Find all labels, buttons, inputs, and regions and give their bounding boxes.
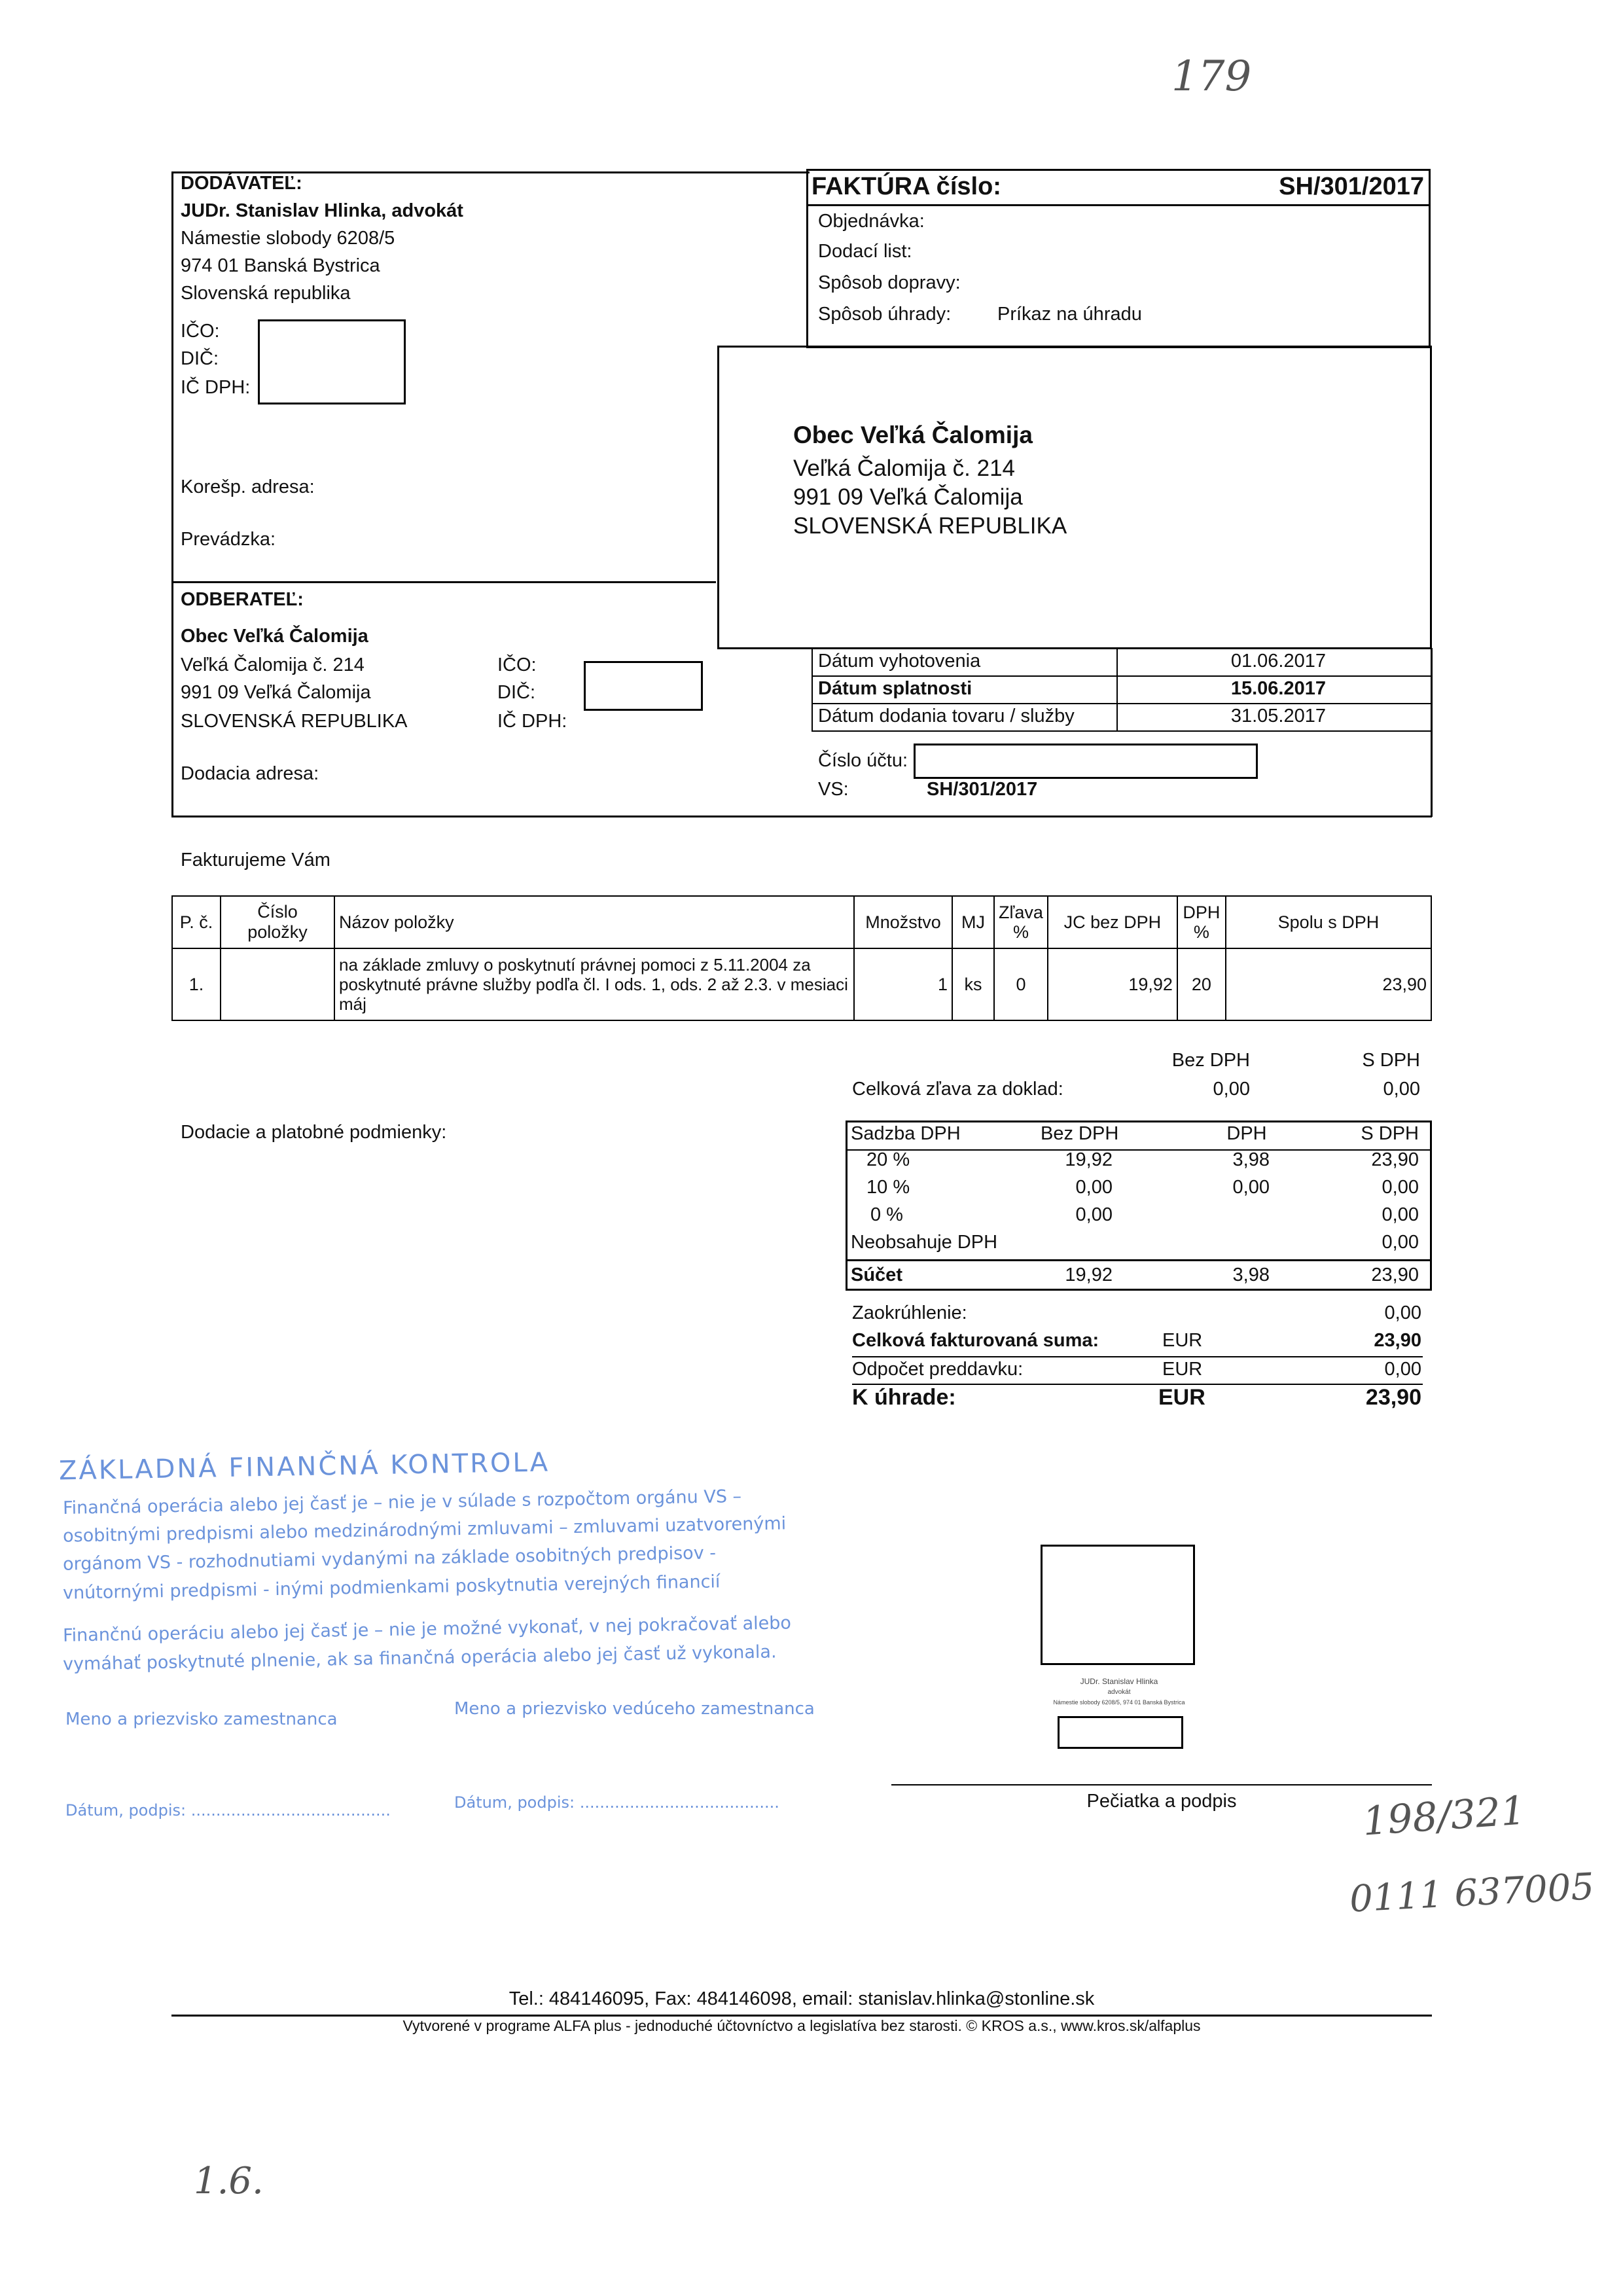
signature-redaction-box (1041, 1545, 1195, 1665)
supplier-dic-label: DIČ: (181, 348, 219, 369)
signature-line (891, 1784, 1432, 1785)
dates-mid-line (1116, 648, 1118, 732)
payment-label: Spôsob úhrady: (818, 304, 952, 325)
delivery-address-label: Dodacia adresa: (181, 763, 319, 784)
invoiced-value: 23,90 (1374, 1330, 1421, 1351)
company-stamp-sub: advokát (1107, 1689, 1131, 1696)
invoice-header-divider (806, 204, 1431, 206)
header-total: Spolu s DPH (1226, 896, 1431, 948)
recipient-name: Obec Veľká Čalomija (793, 422, 1033, 448)
total-discount-with: 0,00 (1383, 1079, 1420, 1100)
supplier-label: DODÁVATEĽ: (181, 173, 302, 194)
row-vat: 20 (1177, 948, 1226, 1020)
delivery-note-label: Dodací list: (818, 241, 912, 262)
control-stamp-name-1: Meno a priezvisko zamestnanca (65, 1710, 338, 1729)
customer-line-3: SLOVENSKÁ REPUBLIKA (181, 711, 408, 732)
vat-h-rate: Sadzba DPH (851, 1123, 961, 1144)
customer-left-line (171, 581, 173, 817)
customer-right-line (1431, 648, 1433, 817)
to-pay-currency: EUR (1158, 1385, 1205, 1410)
row-name (334, 948, 854, 1020)
supplier-country: Slovenská republika (181, 283, 351, 304)
vs-value: SH/301/2017 (927, 779, 1038, 800)
vat-sum-without: 19,92 (1065, 1265, 1113, 1285)
customer-ids-redaction-box (584, 661, 703, 711)
control-stamp-line-4: vnútornými predpismi - inými podmienkami poskytnutia verejných financií (62, 1571, 721, 1604)
dates-row-line-3 (812, 730, 1431, 732)
invoiced-line (852, 1356, 1423, 1357)
footer-line (171, 2015, 1432, 2017)
items-header-row (172, 896, 1431, 948)
invoiced-label: Celková fakturovaná suma: (852, 1330, 1099, 1351)
supplier-address-2: 974 01 Banská Bystrica (181, 255, 380, 276)
date-issued-label: Dátum vyhotovenia (818, 651, 981, 672)
recipient-line-1: Veľká Čalomija č. 214 (793, 456, 1015, 481)
row-name-line-3: máj (339, 994, 366, 1014)
supplier-ico-label: IČO: (181, 321, 220, 342)
vat-r4-with: 0,00 (1382, 1232, 1419, 1253)
handwritten-number-top: 179 (1171, 52, 1252, 101)
handwritten-reference-2: 0111 637005 (1348, 1865, 1596, 1921)
header-item-no: Číslo položky (221, 896, 334, 948)
control-stamp-line-2: osobitnými predpismi alebo medzinárodnými zmluvami – zmluvami uzatvorenými (62, 1513, 787, 1547)
header-qty: Množstvo (854, 896, 952, 948)
supplier-address-1: Námestie slobody 6208/5 (181, 228, 395, 249)
signature-label: Pečiatka a podpis (1086, 1791, 1237, 1812)
header-vat (1177, 896, 1226, 948)
date-due-label: Dátum splatnosti (818, 678, 972, 699)
handwritten-reference-1: 198/321 (1361, 1787, 1527, 1845)
vat-r2-without: 0,00 (1075, 1177, 1113, 1198)
row-total: 23,90 (1226, 948, 1431, 1020)
row-name-line-2: poskytnuté právne služby podľa čl. I ods. 1, ods. 2 až 2.3. v mesiaci (339, 975, 848, 994)
vat-h-without: Bez DPH (1041, 1123, 1119, 1144)
control-stamp-date-1: Dátum, podpis: ........................................ (65, 1801, 391, 1820)
vat-r1-rate: 20 % (866, 1149, 910, 1170)
vat-r2-vat: 0,00 (1232, 1177, 1270, 1198)
header-discount-line-1: Zľava (999, 903, 1043, 922)
terms-label: Dodacie a platobné podmienky: (181, 1122, 447, 1143)
summary-col-with: S DPH (1362, 1050, 1420, 1071)
vat-r1-with: 23,90 (1371, 1149, 1419, 1170)
vat-r1-vat: 3,98 (1232, 1149, 1270, 1170)
to-pay-label: K úhrade: (852, 1385, 956, 1410)
control-stamp-line-3: orgánom VS - rozhodnutiami vydanými na základe osobitných predpisov - (62, 1543, 717, 1575)
date-issued-value: 01.06.2017 (1230, 651, 1326, 672)
row-pc: 1. (172, 948, 221, 1020)
header-vat-line-1: DPH (1183, 903, 1221, 922)
vat-r3-with: 0,00 (1382, 1204, 1419, 1225)
control-stamp-name-2: Meno a priezvisko vedúceho zamestnanca (454, 1699, 815, 1719)
table-row (172, 948, 1431, 1020)
control-stamp-line-1: Finančná operácia alebo jej časť je – nie je v súlade s rozpočtom orgánu VS – (62, 1486, 742, 1519)
footer-contact: Tel.: 484146095, Fax: 484146098, email: stanislav.hlinka@stonline.sk (508, 1988, 1095, 2009)
row-unit-price: 19,92 (1048, 948, 1177, 1020)
handwritten-note-bottom: 1.6. (194, 2160, 264, 2202)
customer-bottom-line (171, 816, 1432, 817)
invoice-title: FAKTÚRA číslo: (812, 173, 1001, 200)
vat-r3-rate: 0 % (870, 1204, 903, 1225)
recipient-line-2: 991 09 Veľká Čalomija (793, 484, 1023, 510)
total-discount-label: Celková zľava za doklad: (852, 1079, 1063, 1100)
supplier-ids-redaction-box (258, 319, 406, 404)
control-stamp-date-2: Dátum, podpis: ........................................ (454, 1793, 779, 1812)
vat-sum-label: Súčet (851, 1265, 902, 1285)
date-due-value: 15.06.2017 (1230, 678, 1326, 699)
row-name-line-1: na základe zmluvy o poskytnutí právnej pomoci z 5.11.2004 za (339, 955, 811, 975)
advance-currency: EUR (1162, 1359, 1203, 1380)
supplier-operation-label: Prevádzka: (181, 529, 276, 550)
control-stamp-title: ZÁKLADNÁ FINANČNÁ KONTROLA (58, 1447, 550, 1486)
date-supply-label: Dátum dodania tovaru / služby (818, 706, 1075, 726)
vat-r3-without: 0,00 (1075, 1204, 1113, 1225)
advance-value: 0,00 (1384, 1359, 1421, 1380)
company-stamp-address: Námestie slobody 6208/5, 974 01 Banská Bystrica (1053, 1699, 1185, 1706)
vat-sum-vat: 3,98 (1232, 1265, 1270, 1285)
payment-value: Príkaz na úhradu (997, 304, 1142, 325)
customer-line-2: 991 09 Veľká Čalomija (181, 682, 371, 703)
vat-sum-line (846, 1259, 1432, 1261)
customer-icdph-label: IČ DPH: (497, 711, 567, 732)
control-stamp-line-6: vymáhať poskytnuté plnenie, ak sa finančná operácia alebo jej časť už vykonala. (62, 1641, 777, 1675)
vs-label: VS: (818, 779, 849, 800)
to-pay-value: 23,90 (1365, 1385, 1421, 1410)
row-item-no (221, 948, 334, 1020)
header-unit: MJ (952, 896, 994, 948)
vat-r2-with: 0,00 (1382, 1177, 1419, 1198)
company-stamp-name: JUDr. Stanislav Hlinka (1080, 1677, 1158, 1686)
account-redaction-box (914, 744, 1258, 779)
header-discount (994, 896, 1048, 948)
row-discount: 0 (994, 948, 1048, 1020)
header-vat-line-2: % (1193, 922, 1209, 942)
intro-text: Fakturujeme Vám (181, 850, 330, 870)
supplier-name: JUDr. Stanislav Hlinka, advokát (181, 200, 463, 221)
invoice-number: SH/301/2017 (1279, 173, 1424, 200)
stamp-redaction-box (1058, 1716, 1183, 1749)
supplier-left-line (171, 171, 173, 583)
supplier-icdph-label: IČ DPH: (181, 377, 251, 398)
recipient-line-3: SLOVENSKÁ REPUBLIKA (793, 513, 1067, 539)
vat-h-with: S DPH (1361, 1123, 1419, 1144)
invoiced-currency: EUR (1162, 1330, 1203, 1351)
account-label: Číslo účtu: (818, 750, 908, 771)
summary-col-without: Bez DPH (1171, 1050, 1250, 1071)
header-name: Názov položky (334, 896, 854, 948)
customer-label: ODBERATEĽ: (181, 589, 304, 610)
customer-ico-label: IČO: (497, 655, 537, 675)
order-label: Objednávka: (818, 211, 925, 232)
total-discount-without: 0,00 (1213, 1079, 1250, 1100)
vat-h-vat: DPH (1226, 1123, 1267, 1144)
header-discount-line-2: % (1012, 922, 1029, 942)
supplier-bottom-line (171, 581, 716, 583)
advance-label: Odpočet preddavku: (852, 1359, 1024, 1380)
header-pc: P. č. (172, 896, 221, 948)
row-qty: 1 (854, 948, 952, 1020)
vat-sum-with: 23,90 (1371, 1265, 1419, 1285)
row-unit: ks (952, 948, 994, 1020)
dates-row-line-2 (812, 703, 1431, 704)
dates-row-line-1 (812, 675, 1431, 677)
supplier-corresp-label: Korešp. adresa: (181, 476, 315, 497)
transport-label: Spôsob dopravy: (818, 272, 961, 293)
dates-left-line (812, 648, 813, 732)
items-table (171, 895, 1432, 1021)
footer-software: Vytvorené v programe ALFA plus - jednoduché účtovníctvo a legislatíva bez starosti. © KROS a.s., www.kros.sk/alfaplus (402, 2017, 1201, 2034)
control-stamp-line-5: Finančnú operáciu alebo jej časť je – nie je možné vykonať, v nej pokračovať alebo (62, 1613, 792, 1646)
vat-r1-without: 19,92 (1065, 1149, 1113, 1170)
rounding-label: Zaokrúhlenie: (852, 1302, 967, 1323)
vat-r2-rate: 10 % (866, 1177, 910, 1198)
date-supply-value: 31.05.2017 (1230, 706, 1326, 726)
customer-line-1: Veľká Čalomija č. 214 (181, 655, 365, 675)
vat-r4-label: Neobsahuje DPH (851, 1232, 998, 1253)
rounding-value: 0,00 (1384, 1302, 1421, 1323)
header-unit-price: JC bez DPH (1048, 896, 1177, 948)
customer-name: Obec Veľká Čalomija (181, 626, 368, 647)
customer-dic-label: DIČ: (497, 682, 535, 703)
